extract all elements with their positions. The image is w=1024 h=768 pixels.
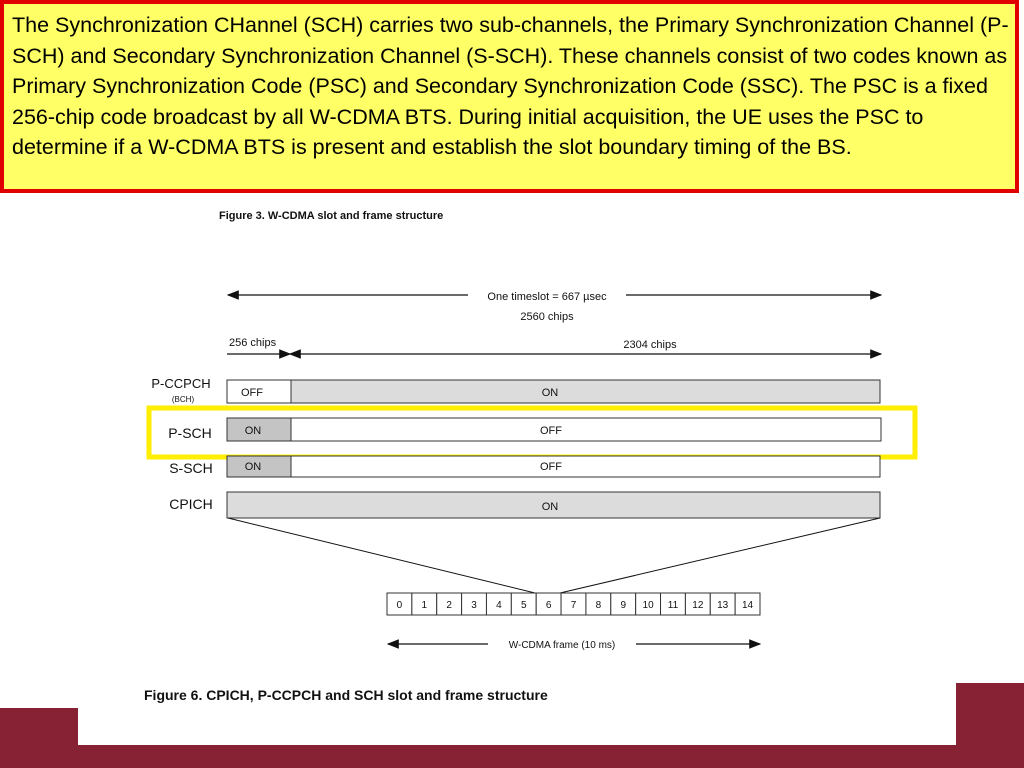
segment-state: OFF	[540, 425, 562, 437]
chips-first-label: 256 chips	[229, 337, 277, 349]
channel-row-ssch	[169, 456, 880, 477]
channel-sublabel: (BCH)	[171, 395, 195, 404]
slot-number: 3	[471, 600, 477, 611]
slot-number: 8	[595, 600, 602, 611]
chips-rest-label: 2304 chips	[623, 339, 677, 351]
channel-row-pccpch	[151, 376, 880, 404]
chips-dimension	[227, 337, 881, 354]
frame-slot-strip	[387, 593, 760, 615]
figure-caption: Figure 6. CPICH, P-CCPCH and SCH slot and frame structure	[144, 687, 548, 703]
segment-state: ON	[244, 425, 262, 437]
segment-state: ON	[541, 387, 559, 399]
slot-number: 6	[545, 600, 552, 611]
segment-state: OFF	[540, 461, 562, 473]
channel-label: P-SCH	[168, 425, 212, 441]
channel-label: CPICH	[169, 496, 213, 512]
expansion-line	[228, 518, 535, 593]
timeslot-dimension	[228, 291, 881, 323]
slot-number: 7	[570, 600, 577, 611]
footer-accent-block-left	[0, 708, 78, 768]
segment-state: ON	[244, 461, 262, 473]
slot-number: 1	[421, 600, 428, 611]
slot-number: 14	[742, 600, 754, 611]
segment-state: OFF	[241, 387, 263, 399]
slot-number: 5	[520, 600, 527, 611]
chips-total-label: 2560 chips	[520, 311, 574, 323]
channel-label: S-SCH	[169, 460, 213, 476]
footer-accent-block-right	[956, 683, 1024, 768]
slot-number: 0	[396, 600, 403, 611]
slot-number: 12	[692, 600, 704, 611]
expansion-line	[560, 518, 880, 593]
frame-label: W-CDMA frame (10 ms)	[508, 640, 616, 651]
slot-number: 2	[446, 600, 452, 611]
frame-dimension	[388, 640, 760, 651]
channel-label: P-CCPCH	[151, 376, 211, 391]
footer-accent-bar	[0, 745, 1024, 768]
channel-row-cpich	[169, 492, 880, 518]
slot-number: 13	[717, 600, 729, 611]
slot-number: 4	[496, 600, 502, 611]
slot-number: 11	[667, 600, 679, 611]
slot-number: 10	[642, 600, 654, 611]
slot-number: 9	[620, 600, 627, 611]
timeslot-label: One timeslot = 667 µsec	[487, 291, 607, 303]
segment-state: ON	[541, 501, 559, 513]
channel-row-psch	[168, 418, 881, 441]
figure-title: Figure 3. W-CDMA slot and frame structure	[219, 210, 444, 222]
callout-text: The Synchronization CHannel (SCH) carries two sub-channels, the Primary Synchronization Channel (P-SCH) and Secondary Synchronization Channel (S-SCH). These channels consist of two codes known as Primary Synchronization Code (PSC) and Secondary Synchronization Code (SSC). The PSC is a fixed 256-chip code broadcast by all W-CDMA BTS. During initial acquisition, the UE uses the PSC to determine if a W-CDMA BTS is present and establish the slot boundary timing of the BS.	[12, 13, 1009, 160]
